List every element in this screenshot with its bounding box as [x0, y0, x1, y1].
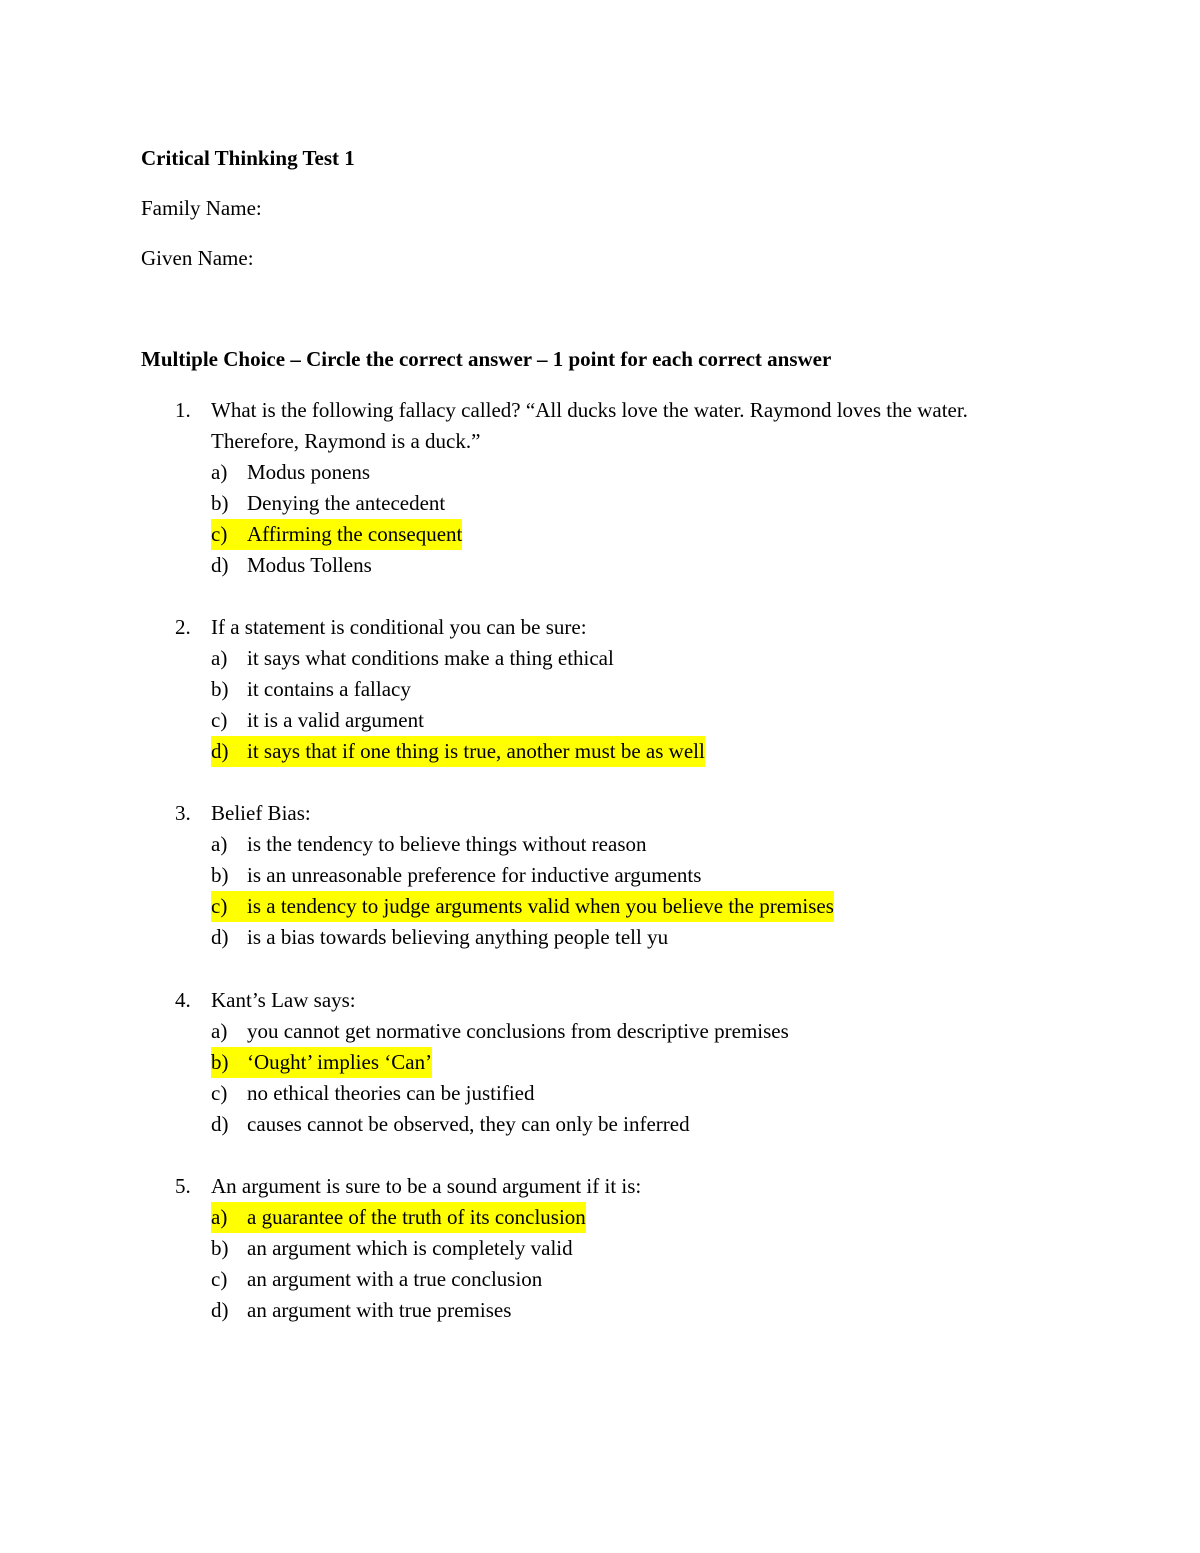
answer-content: [211, 1233, 573, 1264]
answer-option[interactable]: [141, 488, 1021, 519]
answer-option[interactable]: [141, 1016, 1021, 1047]
question-4: [141, 985, 1021, 1140]
option-text: it is a valid argument: [247, 708, 424, 732]
answer-content: [211, 860, 701, 891]
option-letter: d): [211, 1112, 229, 1136]
answer-content: [211, 705, 424, 736]
question-number: 4.: [175, 988, 191, 1012]
option-letter: d): [211, 925, 229, 949]
answer-option[interactable]: [141, 674, 1021, 705]
question-text: If a statement is conditional you can be sure:: [211, 615, 587, 639]
answer-option[interactable]: [141, 829, 1021, 860]
option-text: is a tendency to judge arguments valid when you believe the premises: [247, 894, 834, 918]
answer-option[interactable]: [141, 1047, 1021, 1078]
answer-option[interactable]: [141, 550, 1021, 581]
question-stem: [141, 395, 1021, 457]
question-2: [141, 612, 1021, 767]
family-name-label: Family Name:: [141, 196, 262, 220]
answer-content: [211, 1078, 534, 1109]
option-text: causes cannot be observed, they can only be inferred: [247, 1112, 690, 1136]
answer-content: [211, 922, 668, 953]
option-letter: b): [211, 1236, 229, 1260]
question-text: What is the following fallacy called? “All ducks love the water. Raymond loves the water. Therefore, Raymond is a duck.”: [211, 398, 968, 453]
option-text: an argument with a true conclusion: [247, 1267, 543, 1291]
option-letter: c): [211, 708, 228, 732]
option-text: it says that if one thing is true, another must be as well: [247, 739, 705, 763]
option-text: is an unreasonable preference for inductive arguments: [247, 863, 702, 887]
option-text: no ethical theories can be justified: [247, 1081, 535, 1105]
question-stem: [141, 798, 1021, 829]
question-stem: [141, 612, 1021, 643]
answer-content: [211, 550, 372, 581]
option-text: Modus ponens: [247, 460, 371, 484]
option-text: an argument which is completely valid: [247, 1236, 573, 1260]
option-letter: a): [211, 460, 228, 484]
option-letter: b): [211, 1050, 229, 1074]
option-letter: c): [211, 894, 228, 918]
answer-content: [211, 1016, 789, 1047]
option-letter: c): [211, 1081, 228, 1105]
answer-content: [211, 643, 614, 674]
option-letter: d): [211, 1298, 229, 1322]
option-text: Affirming the consequent: [247, 522, 463, 546]
option-letter: a): [211, 1019, 228, 1043]
highlighted-answer: [211, 1047, 432, 1078]
question-5: [141, 1171, 1021, 1326]
highlighted-answer: [211, 891, 834, 922]
section-heading: Multiple Choice – Circle the correct answer – 1 point for each correct answer: [141, 347, 832, 371]
question-text: Belief Bias:: [211, 801, 311, 825]
option-text: is the tendency to believe things without reason: [247, 832, 647, 856]
option-letter: b): [211, 491, 229, 515]
option-letter: c): [211, 1267, 228, 1291]
answer-option[interactable]: [141, 1078, 1021, 1109]
question-text: An argument is sure to be a sound argument if it is:: [211, 1174, 642, 1198]
question-number: 1.: [175, 398, 191, 422]
option-text: an argument with true premises: [247, 1298, 512, 1322]
answer-option[interactable]: [141, 457, 1021, 488]
option-letter: c): [211, 522, 228, 546]
option-text: it says what conditions make a thing ethical: [247, 646, 614, 670]
answer-option[interactable]: [141, 519, 1021, 550]
option-letter: a): [211, 832, 228, 856]
question-number: 2.: [175, 615, 191, 639]
answer-option[interactable]: [141, 1295, 1021, 1326]
document-title: Critical Thinking Test 1: [141, 146, 355, 170]
answer-content: [211, 1295, 511, 1326]
answer-content: [211, 1109, 690, 1140]
answer-option[interactable]: [141, 922, 1021, 953]
question-number: 3.: [175, 801, 191, 825]
answer-content: [211, 829, 647, 860]
option-letter: d): [211, 739, 229, 763]
question-3: [141, 798, 1021, 953]
option-text: a guarantee of the truth of its conclusion: [247, 1205, 586, 1229]
option-text: Denying the antecedent: [247, 491, 446, 515]
option-text: you cannot get normative conclusions from descriptive premises: [247, 1019, 789, 1043]
option-letter: a): [211, 1205, 228, 1229]
option-text: ‘Ought’ implies ‘Can’: [247, 1050, 433, 1074]
question-stem: [141, 985, 1021, 1016]
highlighted-answer: [211, 1202, 586, 1233]
option-text: is a bias towards believing anything people tell yu: [247, 925, 669, 949]
answer-option[interactable]: [141, 643, 1021, 674]
answer-option[interactable]: [141, 1233, 1021, 1264]
answer-content: [211, 1264, 542, 1295]
answer-content: [211, 457, 370, 488]
option-letter: d): [211, 553, 229, 577]
answer-option[interactable]: [141, 705, 1021, 736]
question-text: Kant’s Law says:: [211, 988, 356, 1012]
highlighted-answer: [211, 519, 462, 550]
answer-option[interactable]: [141, 860, 1021, 891]
option-letter: b): [211, 677, 229, 701]
answer-option[interactable]: [141, 1202, 1021, 1233]
answer-option[interactable]: [141, 1264, 1021, 1295]
answer-option[interactable]: [141, 736, 1021, 767]
highlighted-answer: [211, 736, 705, 767]
given-name-label: Given Name:: [141, 246, 254, 270]
option-letter: a): [211, 646, 228, 670]
answer-option[interactable]: [141, 891, 1021, 922]
answer-content: [211, 674, 411, 705]
option-text: it contains a fallacy: [247, 677, 411, 701]
option-letter: b): [211, 863, 229, 887]
question-1: [141, 395, 1021, 581]
question-number: 5.: [175, 1174, 191, 1198]
answer-content: [211, 488, 445, 519]
answer-option[interactable]: [141, 1109, 1021, 1140]
option-text: Modus Tollens: [247, 553, 372, 577]
question-stem: [141, 1171, 1021, 1202]
